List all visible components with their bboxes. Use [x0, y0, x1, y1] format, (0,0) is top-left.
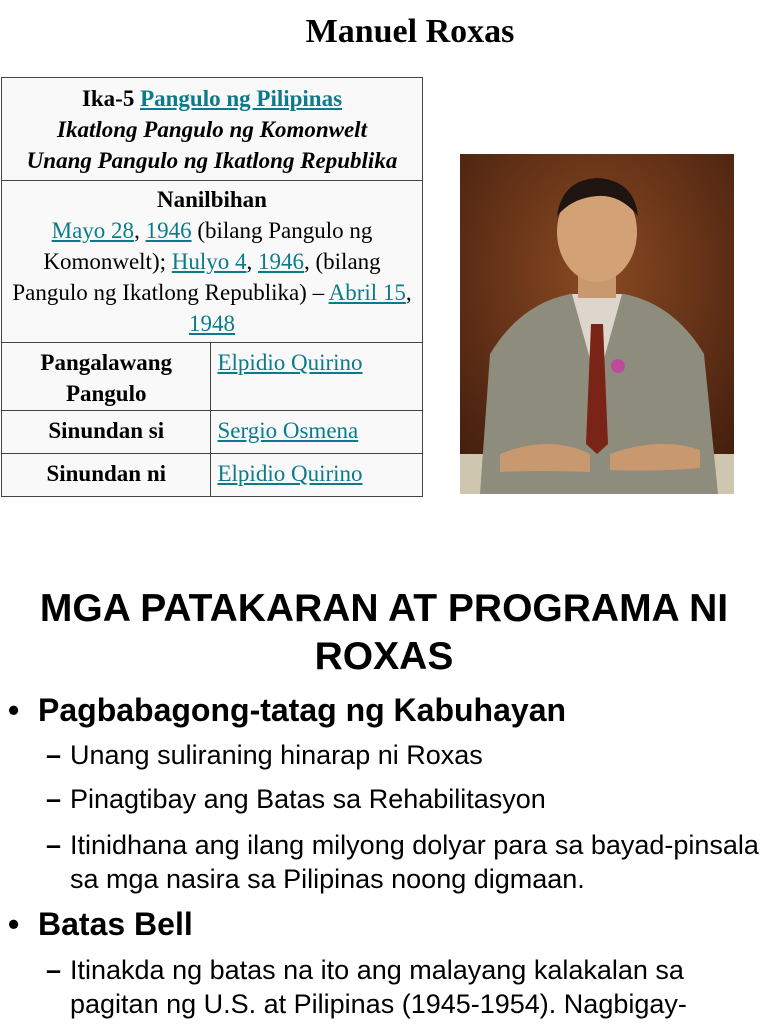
dash-icon: – — [46, 784, 62, 814]
dash-icon: – — [46, 830, 62, 860]
year-link-1948[interactable]: 1948 — [189, 311, 235, 336]
row-value-link[interactable]: Elpidio Quirino — [217, 350, 363, 375]
year-link-1946-b[interactable]: 1946 — [258, 249, 304, 274]
bullet-item — [8, 690, 566, 730]
served-text-1: (bilang Pangulo ng Komonwelt); — [43, 218, 373, 274]
infobox-table — [1, 77, 423, 497]
bullet-label: Pagbabagong-tatag ng Kabuhayan — [38, 692, 567, 728]
date-link-may-28[interactable]: Mayo 28 — [51, 218, 135, 243]
bullet-dot-icon: • — [8, 906, 20, 942]
infobox-row-preceded-by — [2, 411, 423, 454]
sub-item — [46, 738, 762, 772]
row-label: Pangalawang Pangulo — [2, 343, 211, 411]
sub-item — [46, 828, 762, 896]
infobox-header — [2, 78, 423, 181]
sub-item-text: Itinidhana ang ilang milyong dolyar para sa bayad-pinsala sa mga nasira sa Pilipinas noong digmaan. — [70, 830, 759, 894]
sub-item-text: Itinakda ng batas na ito ang malayang kalakalan sa pagitan ng U.S. at Pilipinas (1945-1954). Nagbigay- — [70, 955, 687, 1019]
portrait-image — [460, 154, 734, 494]
sub-item — [46, 782, 762, 816]
served-label: Nanilbihan — [157, 187, 267, 212]
bullet-label: Batas Bell — [38, 906, 193, 942]
row-value-link[interactable]: Elpidio Quirino — [217, 461, 363, 486]
served-cell: Nanilbihan Mayo 28, 1946 (bilang Pangulo ng Komonwelt); Hulyo 4, 1946, (bilang Pangulo ng Ikatlong Republika) – Abril 15, 1948 — [2, 181, 423, 343]
office-link[interactable]: Pangulo ng Pilipinas — [140, 86, 343, 111]
portrait-illustration — [460, 154, 734, 494]
sub-item — [46, 953, 762, 1021]
page-title: Manuel Roxas — [305, 13, 515, 50]
dash-icon: – — [46, 955, 62, 985]
dash-icon: – — [46, 740, 62, 770]
office-ordinal: Ika-5 — [81, 86, 135, 111]
sub-item-text: Pinagtibay ang Batas sa Rehabilitasyon — [70, 784, 546, 814]
section-heading: MGA PATAKARAN AT PROGRAMA NI ROXAS — [39, 587, 729, 678]
sub-item-text: Unang suliraning hinarap ni Roxas — [70, 740, 483, 770]
served-text-2: , (bilang Pangulo ng Ikatlong Republika) – — [12, 249, 381, 305]
row-value-link[interactable]: Sergio Osmena — [217, 418, 359, 443]
bullet-dot-icon: • — [8, 692, 20, 728]
office-line-3: Unang Pangulo ng Ikatlong Republika — [26, 148, 398, 173]
date-link-july-4[interactable]: Hulyo 4 — [171, 249, 247, 274]
row-label: Sinundan si — [2, 411, 211, 454]
infobox-row-vice-president — [2, 343, 423, 411]
office-line-2: Ikatlong Pangulo ng Komonwelt — [57, 117, 367, 142]
date-link-april-15[interactable]: Abril 15 — [328, 280, 406, 305]
bullet-item — [8, 904, 193, 944]
year-link-1946[interactable]: 1946 — [145, 218, 192, 243]
row-label: Sinundan ni — [2, 454, 211, 497]
infobox-row-succeeded-by — [2, 454, 423, 497]
